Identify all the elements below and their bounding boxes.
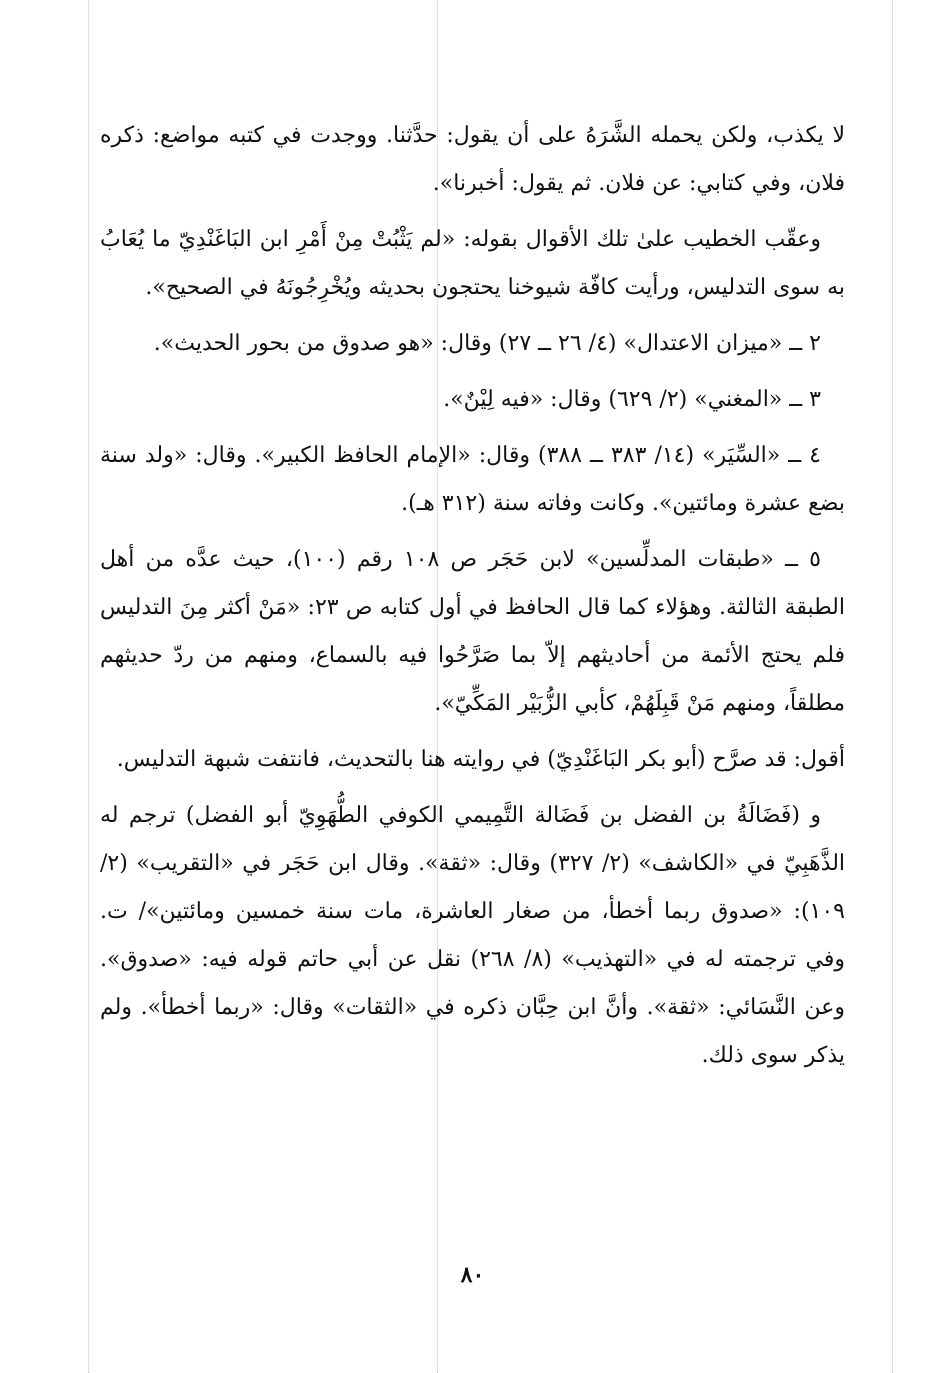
paragraph-1: لا يكذب، ولكن يحمله الشَّرَهُ على أن يقول: حدَّثنا. ووجدت في كتبه مواضع: ذكره فلان، وفي كتابي: عن فلان. ثم يقول: أخبرنا». — [100, 123, 845, 196]
paragraph-narrator: و (فَضَالَةُ بن الفضل بن فَضَالة التَّمِيمي الكوفي الطُّهَوِيّ أبو الفضل) ترجم له الذَّهَبِيّ في «الكاشف» (٢/ ٣٢٧) وقال: «ثقة». وقال ابن حَجَر في «التقريب» (٢/ ١٠٩): «صدوق ربما أخطأ، من صغار العاشرة، مات سنة خمسين ومائتين»/ ت. وفي ترجمته له في «التهذيب» (٨/ ٢٦٨) نقل عن أبي حاتم قوله فيه: «صدوق». وعن النَّسَائي: «ثقة». وأنَّ ابن حِبَّان ذكره في «الثقات» وقال: «ربما أخطأ». ولم يذكر سوى ذلك. — [100, 803, 846, 1068]
paragraph-comment: أقول: قد صرَّح (أبو بكر البَاغَنْدِيّ) في روايته هنا بالتحديث، فانتفت شبهة التدليس. — [116, 747, 845, 772]
footnote-3: ٣ ــ «المغني» (٢/ ٦٢٩) وقال: «فيه لِيْنٌ». — [443, 387, 821, 412]
margin-guide-right — [892, 0, 893, 1373]
footnote-text-block — [100, 112, 845, 1088]
footnote-2: ٢ ــ «ميزان الاعتدال» (٤/ ٢٦ ــ ٢٧) وقال: «هو صدوق من بحور الحديث». — [153, 331, 821, 356]
page-number: ٨٠ — [460, 1262, 485, 1288]
footnote-5: ٥ ــ «طبقات المدلِّسين» لابن حَجَر ص ١٠٨ رقم (١٠٠)، حيث عدَّه من أهل الطبقة الثالثة. وهؤلاء كما قال الحافظ في أول كتابه ص ٢٣: «مَنْ أكثر مِنَ التدليس فلم يحتج الأئمة من أحاديثهم إلاّ بما صَرَّحُوا فيه بالسماع، ومنهم من ردّ حديثهم مطلقاً، ومنهم مَنْ قَبِلَهُمْ، كأبي الزُّبَيْر المَكِّيّ». — [100, 547, 845, 716]
margin-guide-left — [88, 0, 89, 1373]
footnote-4: ٤ ــ «السِّيَر» (١٤/ ٣٨٣ ــ ٣٨٨) وقال: «الإمام الحافظ الكبير». وقال: «ولد سنة بضع عشرة ومائتين». وكانت وفاته سنة (٣١٢ هـ). — [100, 443, 845, 516]
paragraph-2: وعقّب الخطيب علىٰ تلك الأقوال بقوله: «لم يَثْبُتْ مِنْ أَمْرِ ابن البَاغَنْدِيّ ما يُعَابُ به سوى التدليس، ورأيت كافّة شيوخنا يحتجون بحديثه ويُخْرِجُونَهُ في الصحيح». — [100, 227, 845, 300]
